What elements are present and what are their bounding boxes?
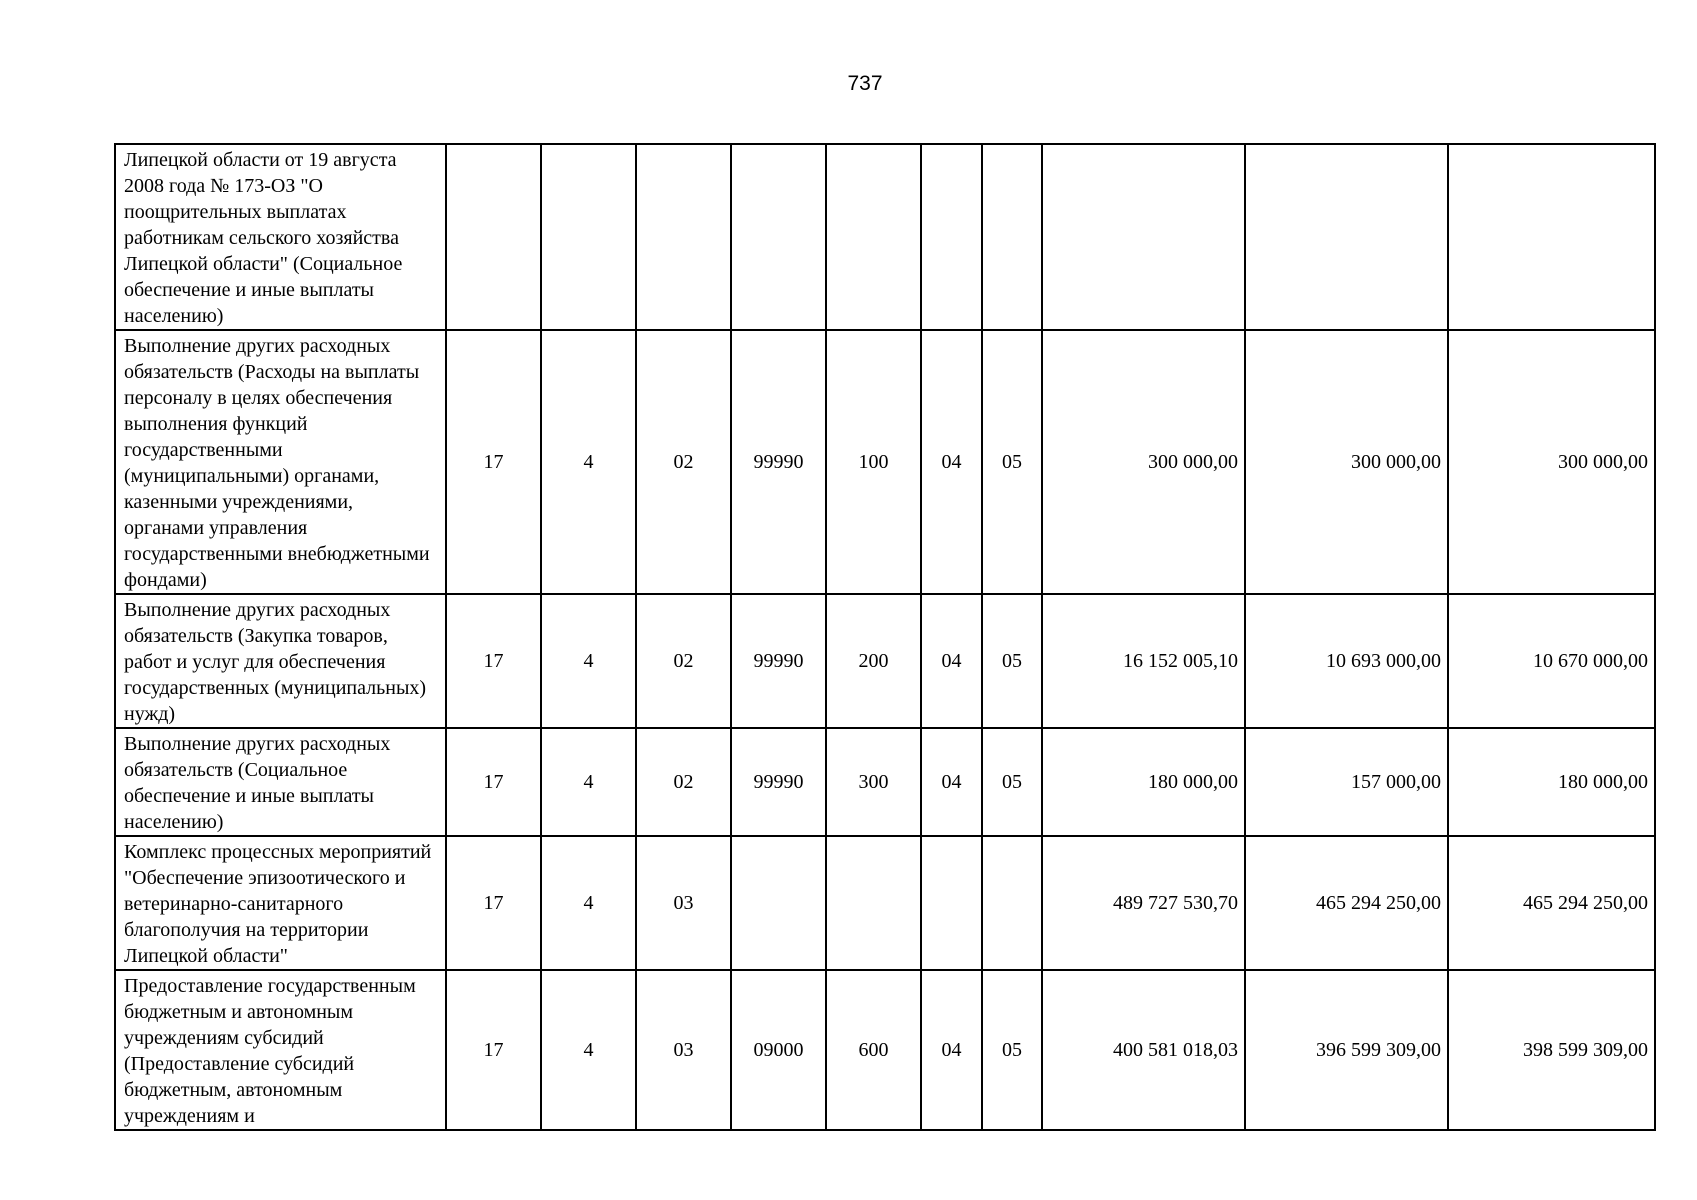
amount-cell: 180 000,00 — [1042, 728, 1245, 836]
amount-cell — [1245, 144, 1448, 330]
code-cell — [731, 144, 826, 330]
code-cell: 04 — [921, 594, 982, 728]
code-cell: 09000 — [731, 970, 826, 1130]
code-cell: 04 — [921, 970, 982, 1130]
code-cell: 99990 — [731, 594, 826, 728]
table-row — [115, 330, 1655, 594]
code-cell: 17 — [446, 970, 541, 1130]
row-description: Предоставление государственным бюджетным и автономным учреждениям субсидий (Предоставление субсидий бюджетным, автономным учреждениям и — [115, 970, 446, 1130]
code-cell: 99990 — [731, 330, 826, 594]
amount-cell: 10 693 000,00 — [1245, 594, 1448, 728]
amount-cell: 396 599 309,00 — [1245, 970, 1448, 1130]
code-cell — [446, 144, 541, 330]
code-cell — [982, 144, 1042, 330]
row-description: Комплекс процессных мероприятий "Обеспечение эпизоотического и ветеринарно-санитарного благополучия на территории Липецкой области" — [115, 836, 446, 970]
amount-cell: 465 294 250,00 — [1448, 836, 1655, 970]
code-cell — [982, 836, 1042, 970]
code-cell: 17 — [446, 728, 541, 836]
code-cell — [541, 144, 636, 330]
code-cell: 17 — [446, 330, 541, 594]
amount-cell: 400 581 018,03 — [1042, 970, 1245, 1130]
amount-cell: 398 599 309,00 — [1448, 970, 1655, 1130]
code-cell: 03 — [636, 970, 731, 1130]
amount-cell — [1042, 144, 1245, 330]
code-cell: 03 — [636, 836, 731, 970]
code-cell: 4 — [541, 330, 636, 594]
code-cell — [636, 144, 731, 330]
code-cell: 17 — [446, 594, 541, 728]
code-cell: 99990 — [731, 728, 826, 836]
amount-cell: 10 670 000,00 — [1448, 594, 1655, 728]
code-cell: 300 — [826, 728, 921, 836]
code-cell: 4 — [541, 594, 636, 728]
code-cell: 05 — [982, 330, 1042, 594]
table-row — [115, 594, 1655, 728]
code-cell: 17 — [446, 836, 541, 970]
table-row — [115, 728, 1655, 836]
code-cell — [921, 836, 982, 970]
code-cell: 100 — [826, 330, 921, 594]
row-description: Выполнение других расходных обязательств (Социальное обеспечение и иные выплаты населению) — [115, 728, 446, 836]
code-cell: 05 — [982, 728, 1042, 836]
table-row — [115, 836, 1655, 970]
row-description: Липецкой области от 19 августа 2008 года № 173-ОЗ "О поощрительных выплатах работникам сельского хозяйства Липецкой области" (Социальное обеспечение и иные выплаты населению) — [115, 144, 446, 330]
code-cell: 05 — [982, 594, 1042, 728]
code-cell: 4 — [541, 836, 636, 970]
amount-cell: 465 294 250,00 — [1245, 836, 1448, 970]
amount-cell: 16 152 005,10 — [1042, 594, 1245, 728]
code-cell: 02 — [636, 330, 731, 594]
amount-cell: 300 000,00 — [1245, 330, 1448, 594]
row-description: Выполнение других расходных обязательств (Расходы на выплаты персоналу в целях обеспечения выполнения функций государственными (муниципальными) органами, казенными учреждениями, органами управления государственными внебюджетными фондами) — [115, 330, 446, 594]
code-cell: 02 — [636, 594, 731, 728]
code-cell: 600 — [826, 970, 921, 1130]
amount-cell: 300 000,00 — [1042, 330, 1245, 594]
code-cell: 04 — [921, 728, 982, 836]
amount-cell: 300 000,00 — [1448, 330, 1655, 594]
amount-cell: 489 727 530,70 — [1042, 836, 1245, 970]
amount-cell — [1448, 144, 1655, 330]
amount-cell: 157 000,00 — [1245, 728, 1448, 836]
code-cell — [921, 144, 982, 330]
code-cell: 02 — [636, 728, 731, 836]
code-cell: 4 — [541, 728, 636, 836]
code-cell: 200 — [826, 594, 921, 728]
budget-table — [114, 143, 1656, 1131]
table-row — [115, 970, 1655, 1130]
code-cell — [826, 836, 921, 970]
table-row — [115, 144, 1655, 330]
amount-cell: 180 000,00 — [1448, 728, 1655, 836]
page-number: 737 — [847, 72, 883, 95]
code-cell: 05 — [982, 970, 1042, 1130]
code-cell — [731, 836, 826, 970]
code-cell: 4 — [541, 970, 636, 1130]
code-cell: 04 — [921, 330, 982, 594]
row-description: Выполнение других расходных обязательств (Закупка товаров, работ и услуг для обеспечения государственных (муниципальных) нужд) — [115, 594, 446, 728]
code-cell — [826, 144, 921, 330]
